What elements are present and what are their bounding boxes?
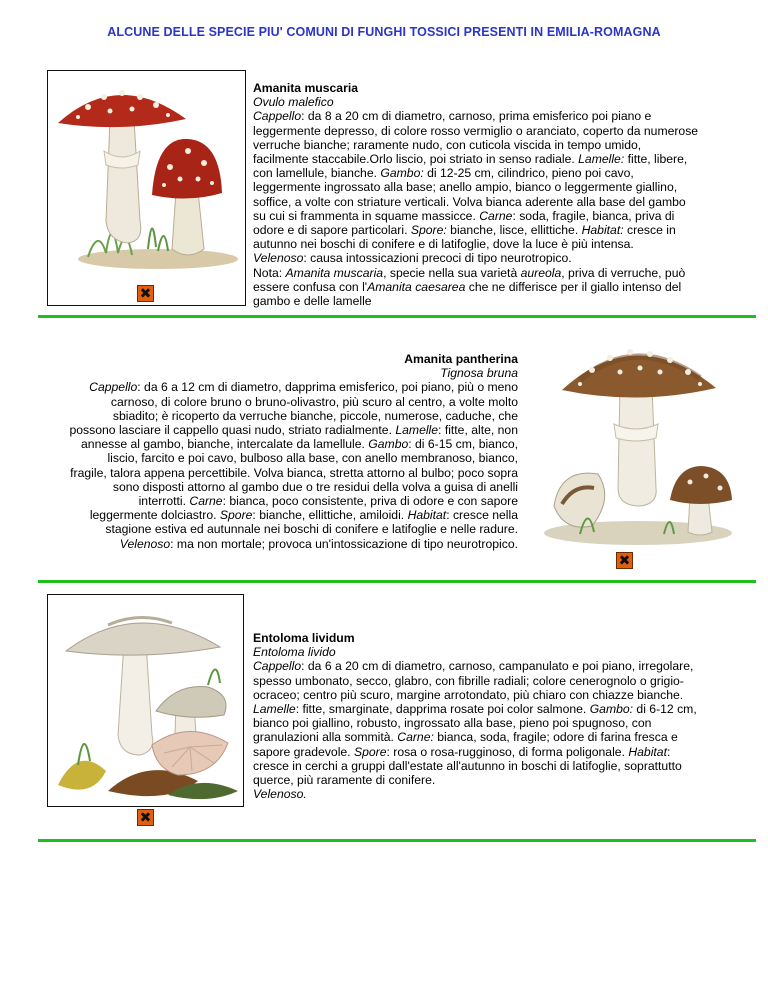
amanita-pantherina-illustration [540,328,736,550]
description-term: Amanita caesarea [367,279,466,294]
description-text: interrotti. [138,494,190,509]
description-line [10,380,518,394]
description-line [253,773,763,787]
description-text: , priva di verruche, può [561,265,686,280]
description-text: di 6-12 cm, [633,702,697,717]
description-term: Spore: [410,223,447,238]
species-body-text [253,109,763,308]
species-description-amanita-muscaria [253,81,763,308]
toxic-hazard-icon: ✖ [137,809,154,826]
description-line [10,409,518,423]
description-line [10,522,518,536]
description-text: liscio, farcito e poi cavo, bulboso alla base, con anello membranoso, bianco, [107,451,518,466]
description-line [253,280,763,294]
toxic-hazard-icon: ✖ [616,552,633,569]
description-line [10,423,518,437]
description-line [253,251,763,265]
description-text: fragile, talora appena percettibile. Volva bianca, stretta attorno al bulbo; poco sopra [70,465,518,480]
description-line [253,223,763,237]
description-term: Gambo: [589,702,634,717]
description-line [253,152,763,166]
description-text: sbiadito; è ricoperto da verruche bianche, piccole, numerose, caduche, che [112,408,518,423]
description-text: , specie nella sua varietà [383,265,521,280]
description-line [253,237,763,251]
species-common-name: Tignosa bruna [440,366,518,381]
description-text: : fitte, alte, non [438,423,518,438]
description-text: sono disposti attorno al gambo due o tre residui della volva a guisa di anelli [112,479,518,494]
description-term: Carne [189,494,223,509]
description-text: con lamellule, bianche. [253,166,381,181]
description-term: Carne [479,208,513,223]
entoloma-lividum-illustration [47,594,244,807]
description-line [10,395,518,409]
description-text: : da 6 a 12 cm di diametro, dapprima emisferico, poi piano, più o meno [137,380,518,395]
description-term: Gambo [368,437,409,452]
species-name: Amanita pantherina [404,352,518,366]
description-text: : fitte, smarginate, dapprima rosate poi color salmone. [295,702,590,717]
description-line [10,508,518,522]
description-text: ocraceo; centro più scuro, margine arrotondato, più chiaro con chiazze bianche. [253,687,684,702]
description-term: aureola [520,265,562,280]
description-term: Habitat [628,744,667,759]
description-text: di 12-25 cm, cilindrico, pieno poi cavo, [423,166,634,181]
description-line [253,702,763,716]
description-text: odore e di sapore particolari. [253,223,411,238]
description-line [10,451,518,465]
description-text: che ne differisce per il giallo intenso del [465,279,682,294]
description-text: : bianche, ellittiche, amiloidi. [252,508,408,523]
description-text: : causa intossicazioni precoci di tipo neurotropico. [303,251,572,266]
description-term: Lamelle: [578,152,625,167]
description-text: bianche, lisce, ellittiche. [446,223,582,238]
description-line [253,195,763,209]
description-text: : da 6 a 20 cm di diametro, carnoso, campanulato e poi piano, irregolare, [301,659,694,674]
description-line [253,659,763,673]
description-term: Velenoso [119,536,171,551]
description-line [10,437,518,451]
page-title: ALCUNE DELLE SPECIE PIU' COMUNI DI FUNGHI TOSSICI PRESENTI IN EMILIA-ROMAGNA [107,25,661,39]
description-text: annesse al gambo, bianche, intercalate da lamellule. [81,437,369,452]
description-text: : di 6-15 cm, bianco, [408,437,518,452]
description-text: facilmente staccabile.Orlo liscio, poi striato in senso radiale. [253,152,579,167]
species-name: Entoloma lividum [253,631,355,645]
species-body-text [253,659,763,801]
description-term: Amanita muscaria [285,265,384,280]
description-line [10,480,518,494]
species-body-text [10,380,518,550]
description-line [253,138,763,152]
amanita-muscaria-illustration [47,70,246,306]
species-common-name: Entoloma livido [253,645,336,660]
species-name: Amanita muscaria [253,81,358,95]
description-line [253,688,763,702]
description-line [253,759,763,773]
section-divider [38,315,756,318]
description-text: essere confusa con l' [253,279,368,294]
description-text: spesso umbonato, secco, glabro, con fibrille radiali; colore cenerognolo o grigio- [253,673,684,688]
description-term: Velenoso [253,251,304,266]
description-line [253,294,763,308]
section-divider [38,580,756,583]
description-term: Gambo: [380,166,424,181]
description-line [253,209,763,223]
description-text: bianca, soda, fragile; odore di farina fresca e [433,730,678,745]
description-line [10,537,518,551]
description-text: sapore gradevole. [253,744,354,759]
description-text: soffice, a volte con striature verticali. Volva bianca aderente alla base del gambo [253,194,686,209]
description-text: possono lasciare il cappello quasi nudo, striato radialmente. [69,423,396,438]
description-text: : [666,744,671,759]
description-text: autunno nei boschi di conifere e di latifoglie, dove la luce è più intensa. [253,237,634,252]
description-text: granulazioni alla sommità. [253,730,398,745]
description-line [253,124,763,138]
description-term: Lamelle [395,423,439,438]
description-text: su cui si frammenta in squame massicce. [253,208,480,223]
description-term: Cappello [253,109,302,124]
description-text: : da 8 a 20 cm di diametro, carnoso, prima emisferico poi piano e [301,109,652,124]
description-text: : soda, fragile, bianca, priva di [512,208,675,223]
section-divider [38,839,756,842]
description-text: cresce in cerchi a gruppi dall'estate all'autunno in boschi di latifoglie, soprattutto [253,758,682,773]
description-term: Spore [219,508,253,523]
description-text: : cresce nella [446,508,518,523]
description-text: carnoso, di colore bruno o bruno-olivastro, più scuro al centro, a volte molto [110,394,518,409]
description-line [253,180,763,194]
description-term: Cappello [253,659,302,674]
description-text: : ma non mortale; provoca un'intossicazione di tipo neurotropico. [170,536,518,551]
description-text: stagione estiva ed autunnale nei boschi di conifere e latifoglie e nelle radure. [105,522,518,537]
description-text: verruche bianche; raramente nudo, con cuticola viscida in tempo umido, [253,137,642,152]
description-term: Carne: [397,730,434,745]
description-line [10,494,518,508]
description-line [253,716,763,730]
description-line [253,266,763,280]
description-term: Lamelle [253,702,296,717]
description-text: querce, più raramente di conifere. [253,773,436,788]
description-line [253,166,763,180]
species-description-entoloma-lividum [253,631,763,801]
description-line [253,730,763,744]
description-line [253,787,763,801]
description-line [253,674,763,688]
description-term: Habitat [407,508,447,523]
description-text: leggermente dolciastro. [89,508,220,523]
description-term: Spore [353,744,387,759]
description-text: cresce in [623,223,676,238]
description-text: Nota: [253,265,286,280]
description-text: leggermente depresso, di colore rosso vermiglio o aranciato, coperto da numerose [253,123,699,138]
description-text: : rosa o rosa-rugginoso, di forma poligonale. [386,744,629,759]
description-text: bianco poi giallino, robusto, ingrossato alla base, pieno poi spugnoso, con [253,716,652,731]
description-line [253,109,763,123]
description-text: gambo e delle lamelle [253,294,372,309]
description-text: : bianca, poco consistente, priva di odore e con sapore [222,494,518,509]
description-line [253,745,763,759]
description-line [10,466,518,480]
description-text: leggermente ingrossato alla base; anello ampio, bianco o leggermente giallino, [253,180,678,195]
species-common-name: Ovulo malefico [253,95,334,110]
description-term: Cappello [89,380,138,395]
toxic-hazard-icon: ✖ [137,285,154,302]
description-term: Velenoso. [253,787,307,802]
species-description-amanita-pantherina [10,352,518,551]
description-term: Habitat: [581,223,624,238]
description-text: fitte, libere, [624,152,688,167]
